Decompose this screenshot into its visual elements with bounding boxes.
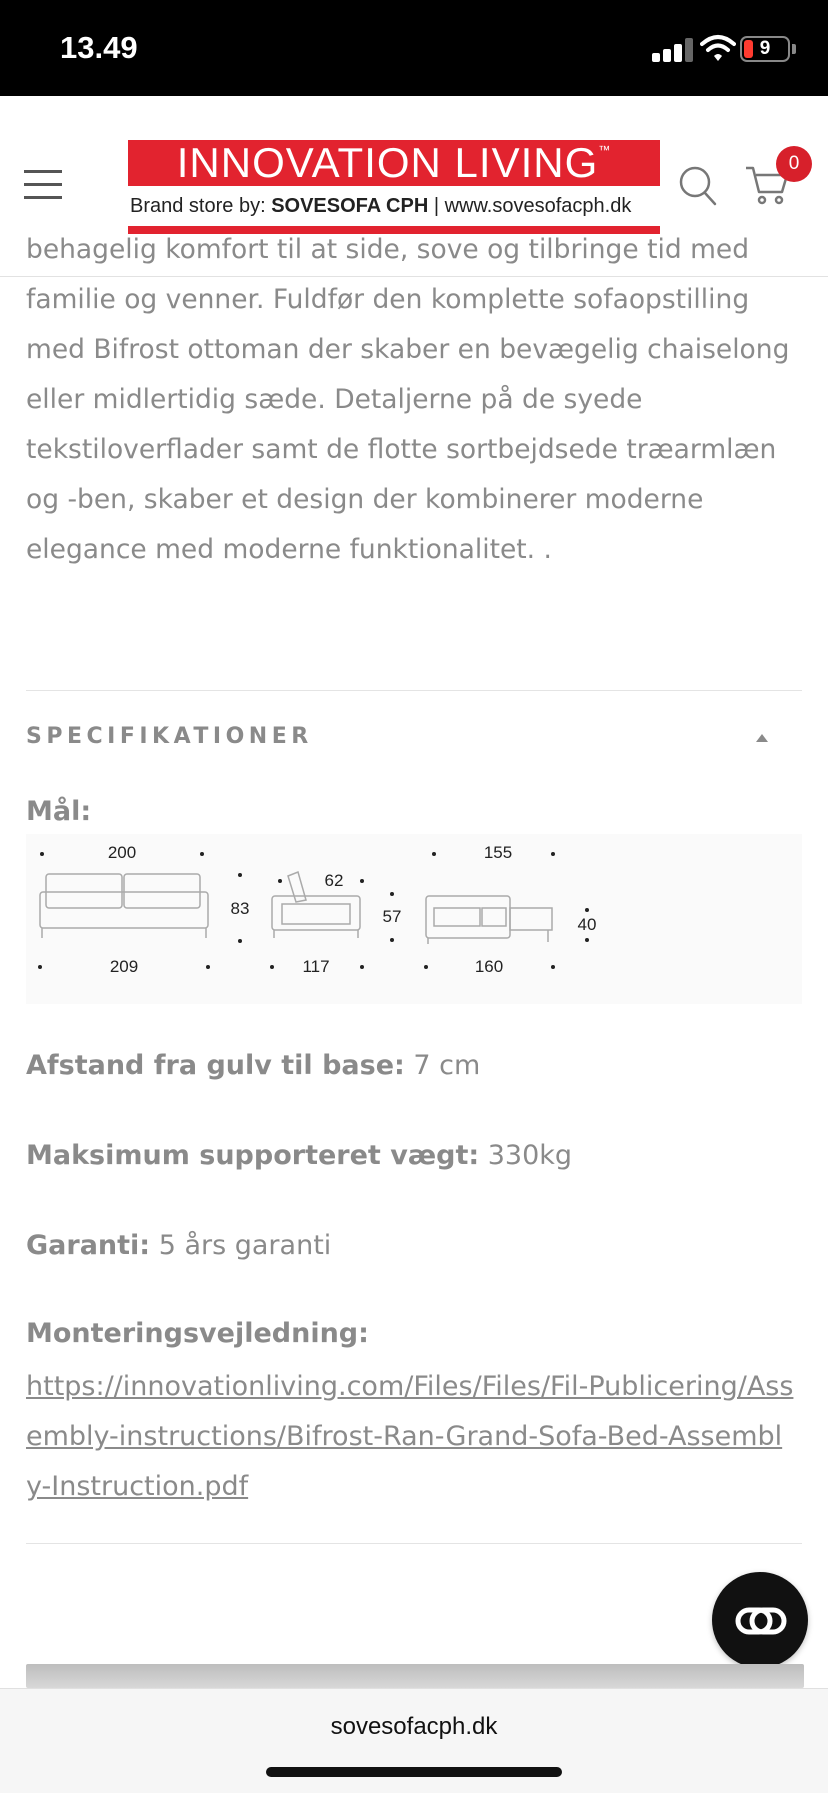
chat-widget-button[interactable] bbox=[712, 1572, 808, 1668]
assembly-label: Monteringsvejledning: bbox=[26, 1318, 369, 1349]
specifications-accordion-toggle[interactable] bbox=[26, 712, 802, 768]
browser-bottom-bar bbox=[0, 1688, 828, 1793]
dimensions-diagram bbox=[26, 834, 802, 1004]
spec-floor-distance: Afstand fra gulv til base: 7 cm bbox=[26, 1050, 481, 1081]
logo-subtitle: Brand store by: SOVESOFA CPH | www.sovesofacph.dk bbox=[130, 195, 632, 217]
search-icon[interactable] bbox=[678, 164, 718, 208]
image-preview-strip bbox=[26, 1664, 804, 1688]
description-text: behagelig komfort til at side, sove og tilbringe tid med familie og venner. Fuldfør den komplette sofaopstilling med Bifrost ottoman der skaber en bevægelig chaiselong eller midlertidig sæde. Detaljerne på de syede tekstiloverflader samt de flotte sortbejdsede træarmlæn og -ben, skaber et design der kombinerer moderne elegance med moderne funktionalitet. . bbox=[26, 234, 790, 565]
hamburger-menu-icon[interactable] bbox=[24, 170, 62, 200]
dim-bed-height: 40 bbox=[577, 915, 597, 934]
dim-side-depth-top: 62 bbox=[324, 871, 344, 890]
status-time: 13.49 bbox=[60, 30, 138, 65]
dim-bed-width-top: 155 bbox=[483, 843, 513, 862]
dim-sofa-width-bottom: 209 bbox=[109, 957, 139, 976]
battery-level: 9 bbox=[759, 38, 771, 59]
spec-warranty: Garanti: 5 års garanti bbox=[26, 1230, 332, 1261]
dim-bed-width-bottom: 160 bbox=[474, 957, 504, 976]
browser-url[interactable]: sovesofacph.dk bbox=[330, 1713, 498, 1740]
cart-count-badge[interactable]: 0 bbox=[776, 146, 812, 182]
divider bbox=[26, 690, 802, 691]
spec-max-weight: Maksimum supporteret vægt: 330kg bbox=[26, 1140, 573, 1171]
dim-side-height: 57 bbox=[382, 907, 402, 926]
site-logo[interactable] bbox=[128, 140, 660, 234]
wifi-icon bbox=[700, 34, 736, 64]
battery-icon bbox=[740, 36, 790, 62]
dim-side-depth-bottom: 117 bbox=[302, 957, 330, 976]
dim-sofa-width-top: 200 bbox=[107, 843, 137, 862]
divider bbox=[26, 1543, 802, 1544]
specifications-title: SPECIFIKATIONER bbox=[26, 724, 313, 749]
logo-title: INNOVATION LIVING™ bbox=[128, 140, 660, 186]
home-indicator[interactable] bbox=[266, 1767, 562, 1777]
dimensions-label: Mål: bbox=[26, 796, 92, 827]
assembly-instructions-link[interactable]: https://innovationliving.com/Files/Files/Fil-Publicering/Assembly-instructions/Bifrost-Ran-Grand-Sofa-Bed-Assembly-Instruction.pdf bbox=[26, 1371, 794, 1502]
caret-up-icon bbox=[756, 734, 768, 742]
status-bar bbox=[0, 0, 828, 96]
dim-sofa-height: 83 bbox=[230, 899, 250, 918]
chat-icon bbox=[712, 1572, 808, 1668]
cellular-signal-icon bbox=[652, 38, 696, 62]
